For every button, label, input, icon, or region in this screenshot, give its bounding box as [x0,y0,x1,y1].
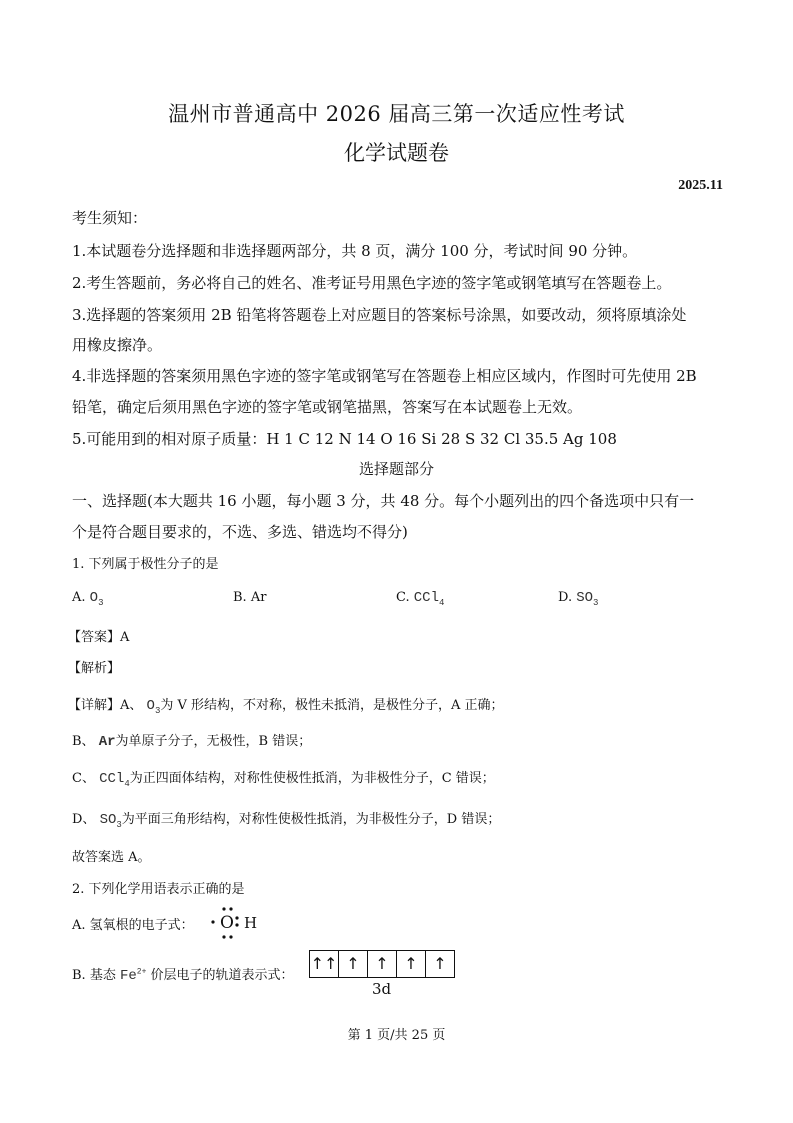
q2-option-a-text: A. 氢氧根的电子式： [72,918,194,933]
q1-analysis-label: 【解析】 [68,661,121,676]
section-title: 选择题部分 [358,460,434,478]
formula-o3: $O_3$ [146,698,161,716]
orbital-box: ↑ [433,954,447,973]
electron-dot [235,923,238,926]
q1-detail-c: C、 CCl$_4$为正四面体结构，对称性使极性抵消，为非极性分子，C 错误； [72,771,495,789]
exam-title: 温州市普通高中 2026 届高三第一次适应性考试 [168,102,625,126]
exam-date: 2025.11 [678,178,723,193]
q1-answer: 【答案】A [68,630,130,645]
notice-item-3: 3.选择题的答案须用 2B 铅笔将答题卷上对应题目的答案标号涂黑，如要改动，须将原填涂处 [72,306,687,324]
notice-item-4: 4.非选择题的答案须用黑色字迹的签字笔或钢笔写在答题卷上相应区域内，作图时可先使用 2B [72,367,697,385]
q1-detail-a: 【详解】A、 $O_3$为 V 形结构，不对称，极性未抵消，是极性分子，A 正确； [68,698,504,716]
hydroxide-lewis-structure [204,904,264,940]
section-instructions-2: 个是符合题目要求的，不选、多选、错选均不得分) [72,523,408,541]
q1-detail-d: D、 $SO_3$为平面三角形结构，对称性使极性抵消，为非极性分子，D 错误； [72,812,501,830]
q1-stem: 1. 下列属于极性分子的是 [72,557,219,572]
electron-dot [222,935,225,938]
formula-so3: $SO_3$ [99,812,122,830]
notice-heading: 考生须知： [72,209,148,227]
notice-item-4-cont: 铅笔，确定后须用黑色字迹的签字笔或钢笔描黑，答案写在本试题卷上无效。 [72,398,583,416]
lewis-oxygen-symbol: O [220,913,234,933]
formula-o3: $O_3$ [89,590,104,608]
section-instructions-1: 一、选择题(本大题共 16 小题，每小题 3 分，共 48 分。每个小题列出的四个备选项中只有一 [72,492,695,510]
formula-so3: $SO_3$ [576,590,599,608]
electron-dot [235,916,238,919]
q2-stem: 2. 下列化学用语表示正确的是 [72,882,245,897]
formula-ar: Ar [98,734,116,750]
orbital-box: ↑ [368,951,397,977]
formula-fe2plus: $Fe^{2+}$ [119,967,147,984]
orbital-diagram-3d [309,950,455,978]
notice-item-3-cont: 用橡皮擦净。 [72,336,163,354]
q1-option-d: D. $SO_3$ [558,590,599,608]
orbital-box: ↑ [339,951,368,977]
notice-item-2: 2.考生答题前，务必将自己的姓名、准考证号用黑色字迹的签字笔或钢笔填写在答题卷上。 [72,274,672,292]
electron-dot [229,935,232,938]
q1-conclusion: 故答案选 A。 [72,850,151,865]
q1-option-c: C. CCl$_4$ [396,590,445,608]
q1-option-b: B. Ar [233,590,267,605]
q1-option-a: A. $O_3$ [72,590,104,608]
electron-dot [211,920,214,923]
notice-item-1: 1.本试题卷分选择题和非选择题两部分，共 8 页，满分 100 分，考试时间 90 分钟。 [72,242,638,260]
formula-ccl4: CCl$_4$ [413,590,445,608]
orbital-box: ↑↑ [310,951,339,977]
electron-dot [222,907,225,910]
page-footer: 第 1 页/共 25 页 [347,1028,446,1043]
notice-item-5: 5.可能用到的相对原子质量：H 1 C 12 N 14 O 16 Si 28 S 32 Cl 35.5 Ag 108 [72,430,617,448]
orbital-label: 3d [372,980,392,998]
q2-option-b-text: B. 基态 $Fe^{2+}$ 价层电子的轨道表示式： [72,967,294,984]
orbital-box: ↑ [397,951,426,977]
electron-dot [229,907,232,910]
lewis-hydrogen-symbol: H [244,914,258,932]
q1-detail-b: B、 Ar为单原子分子，无极性，B 错误； [72,734,312,750]
formula-ccl4: CCl$_4$ [99,771,130,789]
exam-subtitle: 化学试题卷 [344,141,449,165]
